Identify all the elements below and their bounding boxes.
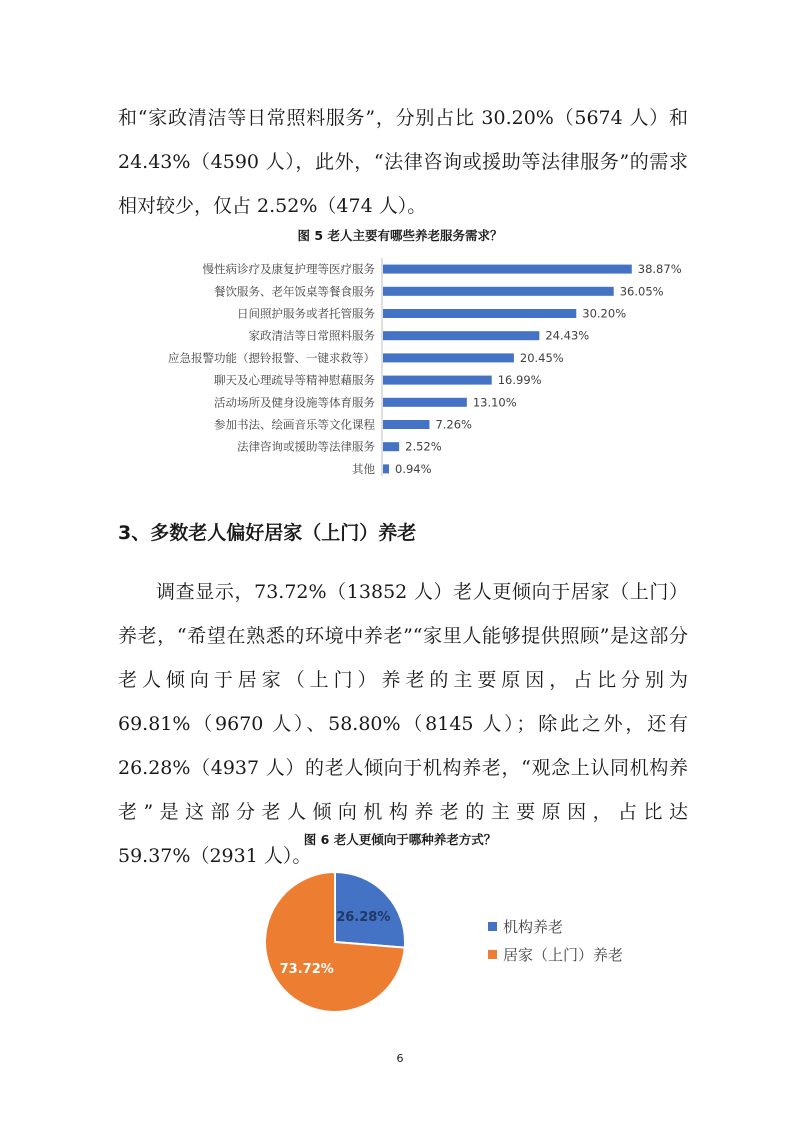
bar-value-label: 38.87% bbox=[637, 262, 682, 277]
bar-value-label: 36.05% bbox=[619, 284, 664, 299]
bar-category-label: 参加书法、绘画音乐等文化课程 bbox=[214, 417, 375, 432]
figure6-title: 图 6 老人更倾向于哪种养老方式？ bbox=[303, 832, 497, 847]
bar bbox=[383, 464, 389, 473]
bar-value-label: 24.43% bbox=[545, 328, 590, 343]
bar bbox=[383, 287, 614, 296]
bar-category-label: 活动场所及健身设施等体育服务 bbox=[214, 395, 375, 410]
bar bbox=[383, 331, 539, 340]
bar-value-label: 20.45% bbox=[519, 350, 564, 365]
bar-category-label: 法律咨询或援助等法律服务 bbox=[237, 439, 375, 454]
bar-value-label: 30.20% bbox=[582, 306, 627, 321]
bar bbox=[383, 309, 576, 318]
bar bbox=[383, 442, 399, 451]
bar-value-label: 0.94% bbox=[395, 461, 432, 476]
bar bbox=[383, 265, 632, 274]
bar-category-label: 日间照护服务或者托管服务 bbox=[237, 306, 375, 321]
bar-value-label: 13.10% bbox=[472, 395, 517, 410]
section-heading: 3、多数老人偏好居家（上门）养老 bbox=[118, 522, 417, 544]
bar-value-label: 2.52% bbox=[405, 439, 442, 454]
paragraph-intro: 和“家政清洁等日常照料服务”，分别占比 30.20%（5674 人）和 24.43%（4590 人），此外，“法律咨询或援助等法律服务”的需求相对较少，仅占 2.52%（474 人）。 bbox=[118, 107, 688, 217]
bar-value-label: 7.26% bbox=[435, 417, 473, 432]
legend-swatch-home bbox=[488, 950, 497, 959]
bar-category-label: 餐饮服务、老年饭桌等餐食服务 bbox=[214, 284, 375, 299]
legend-label-home: 居家（上门）养老 bbox=[503, 945, 624, 964]
figure5-title: 图 5 老人主要有哪些养老服务需求？ bbox=[297, 228, 503, 243]
bar-category-label: 应急报警功能（摁铃报警、一键求救等） bbox=[168, 350, 375, 365]
bar bbox=[383, 353, 514, 362]
figure5-bar-chart bbox=[0, 248, 800, 488]
bar-value-label: 16.99% bbox=[497, 373, 542, 388]
legend-swatch-institution bbox=[488, 922, 497, 931]
bar-category-label: 聊天及心理疏导等精神慰藉服务 bbox=[214, 373, 375, 388]
paragraph-survey: 调查显示，73.72%（13852 人）老人更倾向于居家（上门）养老，“希望在熟悉的环境中养老”“家里人能够提供照顾”是这部分老人倾向于居家（上门）养老的主要原因，占比分别为 69.81%（9670 人）、58.80%（8145 人）；除此之外，还有 26.28%（4937 人）的老人倾向于机构养老，“观念上认同机构养老”是这部分老人倾向机构养老的主要原因，占比达 59.37%（2931 人）。 bbox=[118, 581, 688, 867]
figure6-pie-chart bbox=[0, 866, 800, 1026]
bar-category-label: 其他 bbox=[352, 461, 375, 476]
pie-label-institution: 26.28% bbox=[336, 909, 391, 925]
bar-category-label: 家政清洁等日常照料服务 bbox=[248, 328, 375, 343]
page-number: 6 bbox=[396, 1052, 404, 1065]
bar bbox=[383, 420, 429, 429]
bar bbox=[383, 376, 492, 385]
pie-legend bbox=[488, 912, 623, 968]
pie-label-home: 73.72% bbox=[279, 962, 334, 978]
bar bbox=[383, 398, 467, 407]
legend-item-home bbox=[488, 940, 623, 968]
legend-item-institution bbox=[488, 912, 623, 940]
bar-category-label: 慢性病诊疗及康复护理等医疗服务 bbox=[202, 262, 375, 277]
legend-label-institution: 机构养老 bbox=[503, 917, 564, 936]
